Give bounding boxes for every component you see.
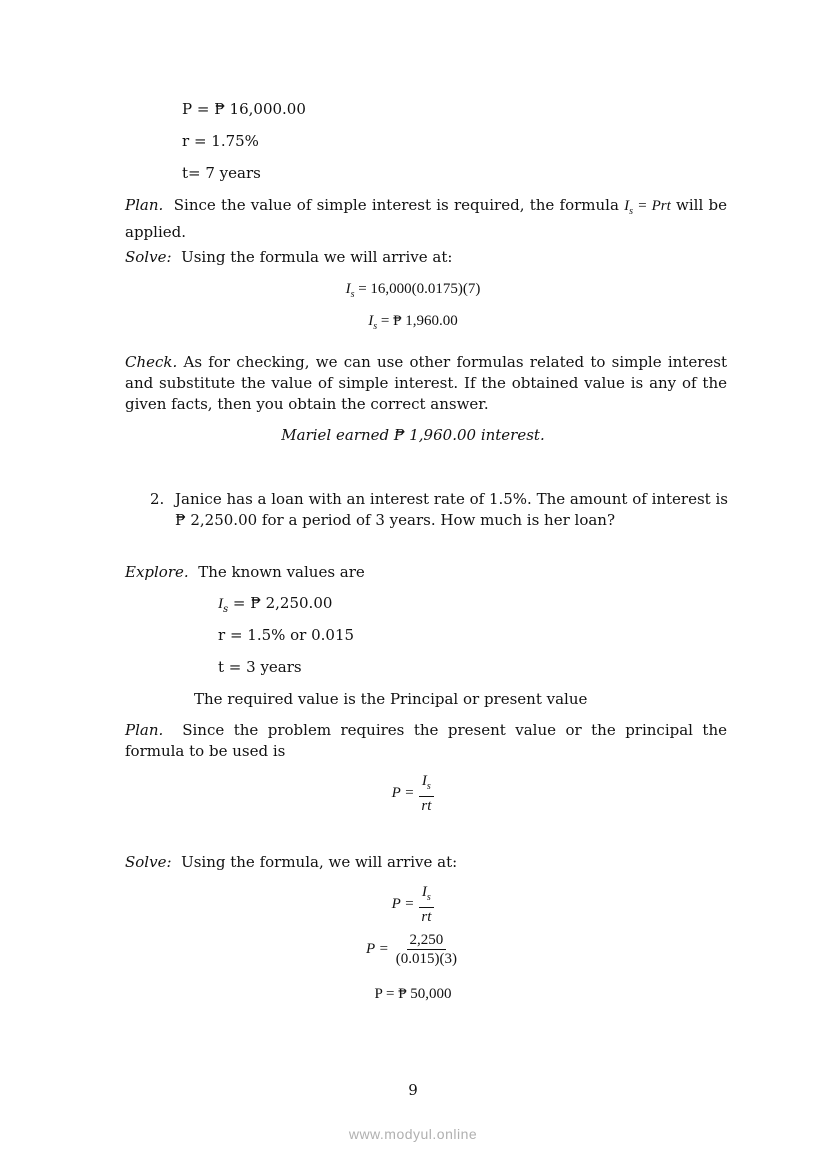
equation-interest-result: $I_s$ = ₱ 1,960.00 <box>368 313 458 332</box>
problem-2-line-1: Janice has a loan with an interest rate of 1.5%. The amount of interest is <box>175 490 728 508</box>
formula-simple-interest: $I_s$ = Prt <box>624 198 671 217</box>
solve-label-2: Solve: <box>125 853 172 871</box>
solve-paragraph-1 <box>125 247 452 267</box>
plan-paragraph-2 <box>125 720 727 762</box>
problem-number-2: 2. <box>150 490 165 508</box>
given-time: t= 7 years <box>182 164 261 182</box>
check-paragraph <box>125 352 727 415</box>
given-interest: $I_s$ = ₱ 2,250.00 <box>218 594 333 615</box>
solve-paragraph-2 <box>125 852 457 872</box>
plan-label: Plan. <box>125 196 164 214</box>
solve-label: Solve: <box>125 248 172 266</box>
explore-label: Explore. <box>125 563 189 581</box>
answer-statement-1: Mariel earned ₱ 1,960.00 interest. <box>281 426 545 444</box>
formula-principal-repeat: P = $\frac{I_s}{rt}$ <box>0 883 826 926</box>
watermark: www.modyul.online <box>348 1126 478 1142</box>
plan-text-end: will be applied. <box>125 196 727 241</box>
plan-text-2: Since the problem requires the present value or the principal the formula to be used is <box>125 721 727 760</box>
explore-paragraph <box>125 562 365 582</box>
given-time-2: t = 3 years <box>218 658 302 676</box>
problem-2-line-2: ₱ 2,250.00 for a period of 3 years. How much is her loan? <box>175 511 616 529</box>
equation-interest-calc: $I_s = 16,000(0.0175)(7)$ <box>345 281 481 300</box>
explore-text: The known values are <box>198 563 365 581</box>
solve-text-2: Using the formula, we will arrive at: <box>181 853 458 871</box>
solve-text: Using the formula we will arrive at: <box>181 248 453 266</box>
given-rate-2: r = 1.5% or 0.015 <box>218 626 355 644</box>
given-rate: r = 1.75% <box>182 132 259 150</box>
check-label: Check. <box>125 353 178 371</box>
equation-principal-result: P = ₱ 50,000 <box>374 986 452 1002</box>
plan-paragraph-1 <box>125 195 727 243</box>
required-value-statement: The required value is the Principal or present value <box>194 690 588 708</box>
page-number: 9 <box>408 1081 418 1099</box>
plan-label-2: Plan. <box>125 721 164 739</box>
formula-principal: P = $\frac{I_s}{rt}$ <box>0 772 826 815</box>
plan-text: Since the value of simple interest is required, the formula <box>173 196 619 214</box>
check-text: As for checking, we can use other formulas related to simple interest and substitute the value of simple interest. If the obtained value is any of the given facts, then you obtain the correct answer. <box>125 353 727 413</box>
given-principal: P = ₱ 16,000.00 <box>182 100 306 118</box>
equation-principal-substitution: P = $\frac{2,250}{(0.015)(3)}$ <box>366 932 457 967</box>
